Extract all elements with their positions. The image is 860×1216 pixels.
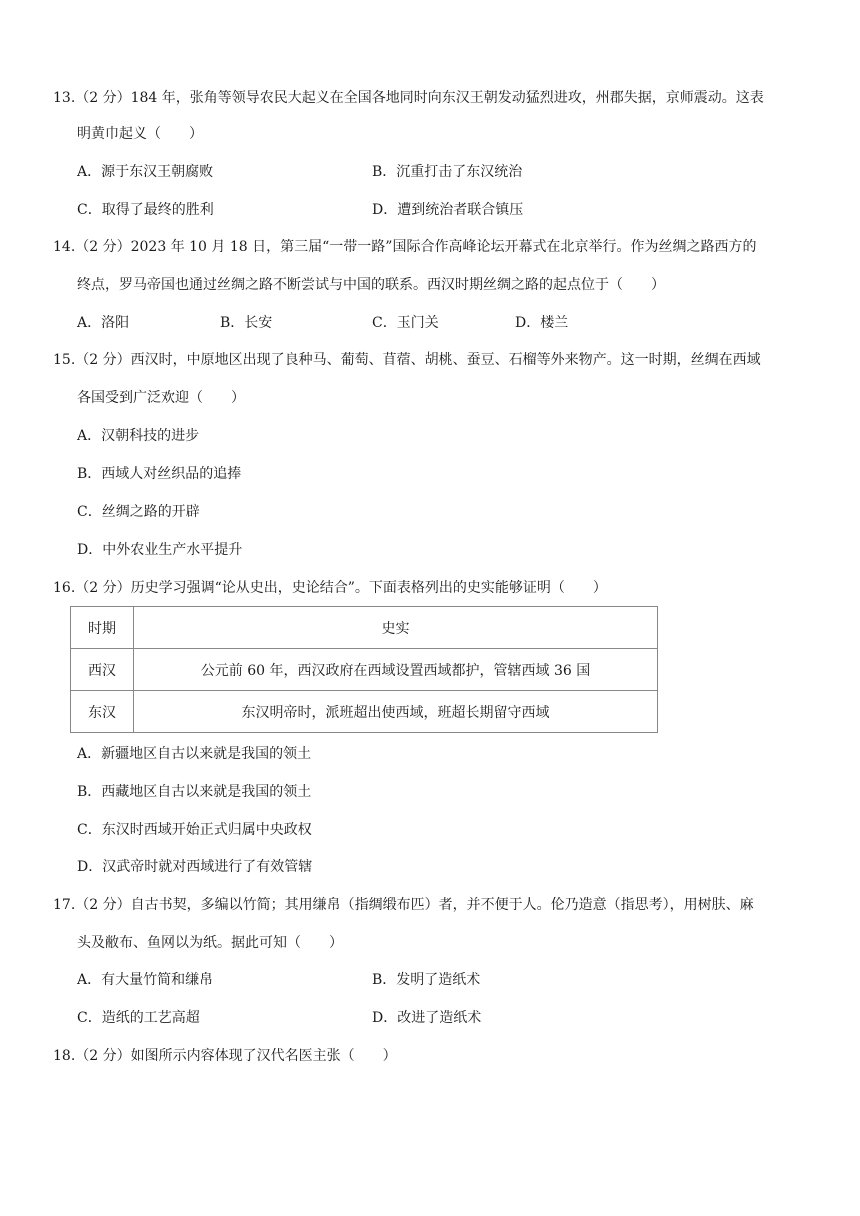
table-cell-period: 西汉: [71, 649, 134, 691]
question-15-option-b: B．西域人对丝织品的追捧: [77, 466, 242, 482]
question-16-option-b: B．西藏地区自古以来就是我国的领土: [77, 784, 312, 800]
question-17-option-c: C．造纸的工艺高超: [77, 1010, 200, 1026]
question-13-option-c: C．取得了最终的胜利: [77, 202, 214, 218]
table-header-facts: 史实: [134, 607, 658, 649]
table-cell-fact: 东汉明帝时，派班超出使西域，班超长期留守西域: [134, 691, 658, 733]
question-17-stem-line-1: 17.（2 分）自古书契，多编以竹简；其用缣帛（指绸缎布匹）者，并不便于人。伦乃造意（指思考），用树肤、麻: [53, 897, 754, 913]
question-18-stem-line-1: 18.（2 分）如图所示内容体现了汉代名医主张（ ）: [53, 1048, 397, 1064]
question-15-option-a: A．汉朝科技的进步: [77, 428, 200, 444]
question-13-option-a: A．源于东汉王朝腐败: [77, 164, 214, 180]
table-header-period: 时期: [71, 607, 134, 649]
table-row: [71, 649, 658, 691]
question-17-option-b: B．发明了造纸术: [372, 972, 481, 988]
history-facts-table: [70, 606, 658, 733]
question-15-stem-line-1: 15.（2 分）西汉时，中原地区出现了良种马、葡萄、苜蓿、胡桃、蚕豆、石榴等外来物产。这一时期，丝绸在西域: [53, 352, 761, 368]
question-15-stem-line-2: 各国受到广泛欢迎（ ）: [77, 390, 245, 406]
table-cell-fact: 公元前 60 年，西汉政府在西域设置西域都护，管辖西域 36 国: [134, 649, 658, 691]
table-header-row: [71, 607, 658, 649]
question-13-stem-line-2: 明黄巾起义（ ）: [77, 126, 203, 142]
question-16-option-a: A．新疆地区自古以来就是我国的领土: [77, 746, 312, 762]
question-14-option-d: D．楼兰: [515, 315, 569, 331]
question-13-option-d: D．遭到统治者联合镇压: [372, 202, 524, 218]
question-14-option-a: A．洛阳: [77, 315, 130, 331]
question-14-option-c: C．玉门关: [372, 315, 439, 331]
question-13-stem-line-1: 13.（2 分）184 年，张角等领导农民大起义在全国各地同时向东汉王朝发动猛烈进攻，州郡失据，京师震动。这表: [53, 90, 764, 106]
table-row: [71, 691, 658, 733]
question-13-option-b: B．沉重打击了东汉统治: [372, 164, 523, 180]
question-17-stem-line-2: 头及敝布、鱼网以为纸。据此可知（ ）: [77, 935, 343, 951]
question-16-option-d: D．汉武帝时就对西域进行了有效管辖: [77, 859, 313, 875]
question-15-option-c: C．丝绸之路的开辟: [77, 504, 200, 520]
question-16-option-c: C．东汉时西域开始正式归属中央政权: [77, 822, 312, 838]
question-14-stem-line-2: 终点，罗马帝国也通过丝绸之路不断尝试与中国的联系。西汉时期丝绸之路的起点位于（ ）: [77, 277, 665, 293]
question-16-stem-line-1: 16.（2 分）历史学习强调“论从史出，史论结合”。下面表格列出的史实能够证明（ ）: [53, 580, 607, 596]
question-14-option-b: B．长安: [220, 315, 273, 331]
question-15-option-d: D．中外农业生产水平提升: [77, 542, 243, 558]
question-14-stem-line-1: 14.（2 分）2023 年 10 月 18 日，第三届“一带一路”国际合作高峰论坛开幕式在北京举行。作为丝绸之路西方的: [53, 239, 757, 255]
question-17-option-d: D．改进了造纸术: [372, 1010, 482, 1026]
question-17-option-a: A．有大量竹简和缣帛: [77, 972, 214, 988]
table-cell-period: 东汉: [71, 691, 134, 733]
